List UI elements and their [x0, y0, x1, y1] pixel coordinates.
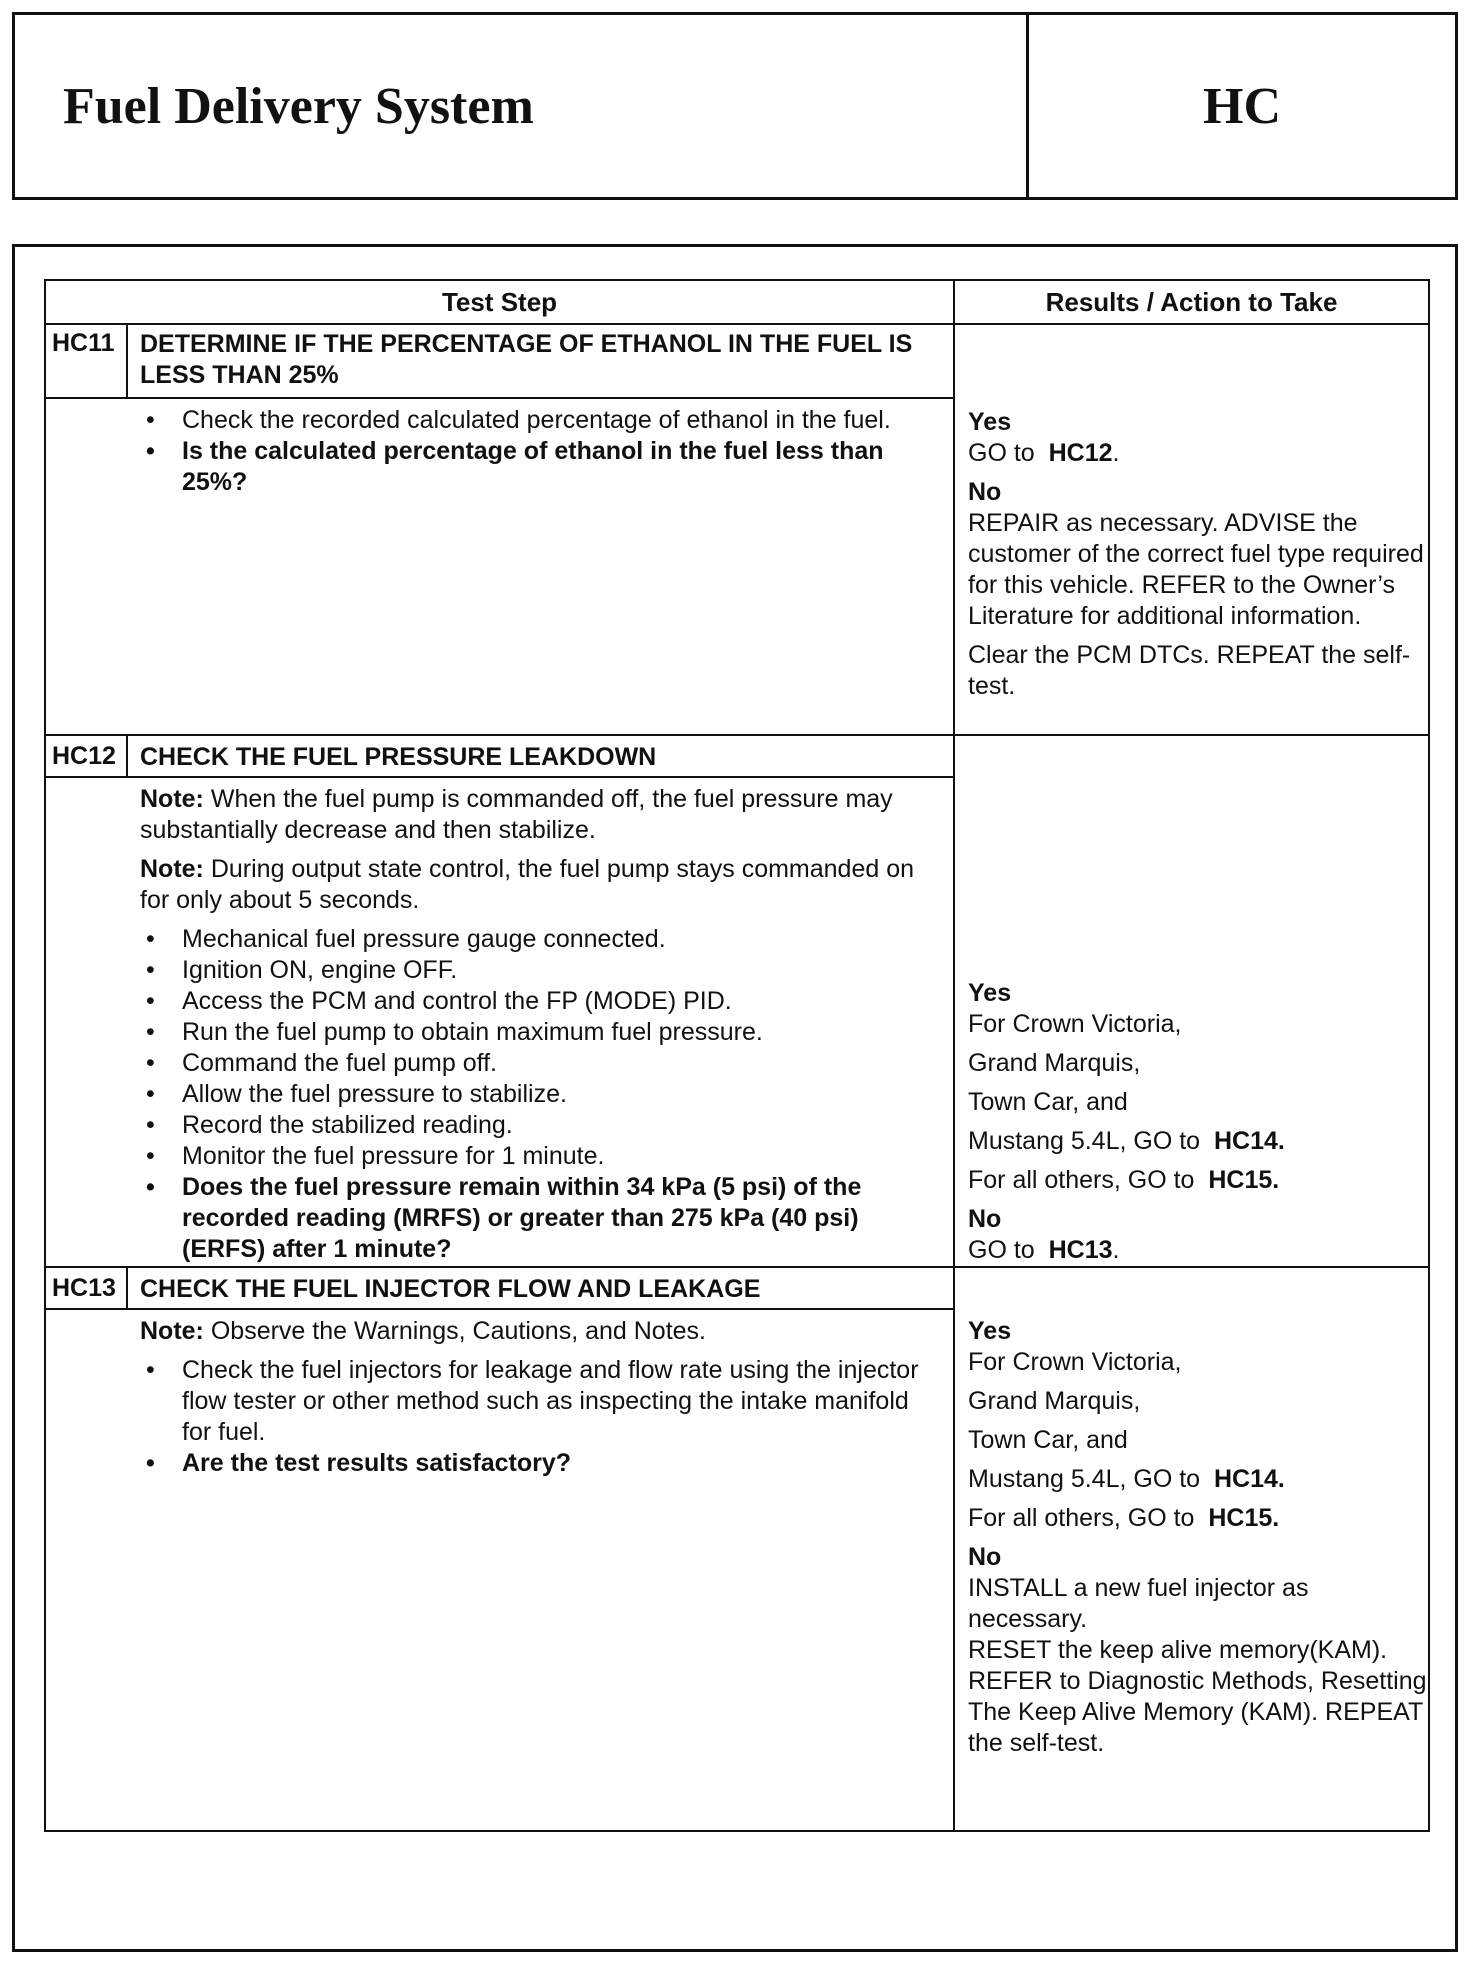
step-hc11	[46, 323, 1428, 734]
yes-line: Grand Marquis,	[968, 1049, 1141, 1077]
yes-line: For Crown Victoria,	[968, 1348, 1182, 1376]
no-action-3: REFER to Diagnostic Methods, Resetting The Keep Alive Memory (KAM). REPEAT the self-test.	[968, 1667, 1427, 1757]
step-id: HC11	[46, 323, 128, 397]
title-divider	[46, 1308, 953, 1310]
question-item: • Is the calculated percentage of ethanol in the fuel less than 25%?	[140, 436, 940, 498]
yes-mustang	[968, 1126, 1428, 1157]
step-body	[140, 784, 940, 1265]
no-action-2: Clear the PCM DTCs. REPEAT the self-test.	[968, 641, 1411, 700]
section-title: Fuel Delivery System	[15, 15, 1029, 197]
list-item: • Allow the fuel pressure to stabilize.	[140, 1079, 940, 1110]
yes-mustang-target: HC14.	[1213, 1127, 1285, 1155]
step-body	[140, 1316, 940, 1479]
yes-line: Town Car, and	[968, 1426, 1128, 1454]
yes-others-text: For all others, GO to	[968, 1504, 1195, 1532]
yes-mustang-target: HC14.	[1213, 1465, 1285, 1493]
list-item: • Mechanical fuel pressure gauge connected.	[140, 924, 940, 955]
no-action: GO to HC13.	[968, 1236, 1120, 1264]
yes-mustang	[968, 1464, 1428, 1495]
yes-label: Yes	[968, 408, 1012, 436]
yes-others	[968, 1165, 1428, 1196]
list-item: • Monitor the fuel pressure for 1 minute.	[140, 1141, 940, 1172]
yes-action: GO to HC12.	[968, 439, 1120, 467]
list-item: • Ignition ON, engine OFF.	[140, 955, 940, 986]
step-results	[968, 401, 1428, 702]
note-label: Note:	[140, 785, 204, 813]
no-label: No	[968, 478, 1002, 506]
no-label: No	[968, 1543, 1002, 1571]
no-target: HC13	[1048, 1236, 1113, 1264]
list-item: • Record the stabilized reading.	[140, 1110, 940, 1141]
test-step-table	[44, 279, 1430, 1832]
note-label: Note:	[140, 1317, 204, 1345]
list-item: • Command the fuel pump off.	[140, 1048, 940, 1079]
yes-line: Grand Marquis,	[968, 1387, 1141, 1415]
step-title: CHECK THE FUEL PRESSURE LEAKDOWN	[140, 743, 657, 771]
no-label: No	[968, 1205, 1002, 1233]
table-header	[46, 281, 1428, 325]
question-item: • Does the fuel pressure remain within 34 kPa (5 psi) of the recorded reading (MRFS) or greater than 275 kPa (40 psi) (ERFS) after 1 minute?	[140, 1172, 940, 1265]
step-hc13	[46, 1266, 1428, 1834]
step-title: CHECK THE FUEL INJECTOR FLOW AND LEAKAGE	[140, 1275, 761, 1303]
yes-others-text: For all others, GO to	[968, 1166, 1195, 1194]
yes-text: GO to	[968, 439, 1035, 467]
yes-others-target: HC15.	[1208, 1166, 1280, 1194]
note-text: When the fuel pump is commanded off, the fuel pressure may substantially decrease and then stabilize.	[140, 785, 893, 844]
no-action-2: RESET the keep alive memory(KAM).	[968, 1636, 1388, 1664]
step-results	[968, 972, 1428, 1266]
note-1	[140, 784, 940, 846]
page-header	[12, 12, 1458, 200]
title-divider	[46, 397, 953, 399]
yes-line: Town Car, and	[968, 1088, 1128, 1116]
step-id: HC13	[46, 1268, 128, 1308]
yes-line: For Crown Victoria,	[968, 1010, 1182, 1038]
yes-label: Yes	[968, 979, 1012, 1007]
col-results: Results / Action to Take	[1045, 287, 1338, 317]
yes-label: Yes	[968, 1317, 1012, 1345]
yes-mustang-text: Mustang 5.4L, GO to	[968, 1465, 1201, 1493]
step-hc12	[46, 734, 1428, 1268]
step-body	[140, 405, 940, 498]
note-2	[140, 854, 940, 916]
yes-target: HC12	[1048, 439, 1113, 467]
list-item: • Check the recorded calculated percentage of ethanol in the fuel.	[140, 405, 940, 436]
note-1	[140, 1316, 940, 1347]
step-id: HC12	[46, 736, 128, 776]
note-text: During output state control, the fuel pump stays commanded on for only about 5 seconds.	[140, 855, 915, 914]
no-action: REPAIR as necessary. ADVISE the customer of the correct fuel type required for this vehicle. REFER to the Owner’s Literature for additional information.	[968, 509, 1424, 630]
section-code: HC	[1203, 77, 1281, 135]
no-action: INSTALL a new fuel injector as necessary.	[968, 1574, 1309, 1633]
yes-others-target: HC15.	[1208, 1504, 1280, 1532]
list-item: • Access the PCM and control the FP (MODE) PID.	[140, 986, 940, 1017]
note-text: Observe the Warnings, Cautions, and Notes.	[210, 1317, 706, 1345]
col-test-step: Test Step	[441, 287, 558, 317]
title-divider	[46, 776, 953, 778]
note-label: Note:	[140, 855, 204, 883]
yes-others	[968, 1503, 1428, 1534]
list-item: • Check the fuel injectors for leakage and flow rate using the injector flow tester or other method such as inspecting the intake manifold for fuel.	[140, 1355, 940, 1448]
list-item: • Run the fuel pump to obtain maximum fuel pressure.	[140, 1017, 940, 1048]
step-results	[968, 1310, 1428, 1759]
yes-mustang-text: Mustang 5.4L, GO to	[968, 1127, 1201, 1155]
question-item: • Are the test results satisfactory?	[140, 1448, 940, 1479]
no-text: GO to	[968, 1236, 1035, 1264]
step-title: DETERMINE IF THE PERCENTAGE OF ETHANOL IN THE FUEL IS LESS THAN 25%	[140, 330, 913, 389]
